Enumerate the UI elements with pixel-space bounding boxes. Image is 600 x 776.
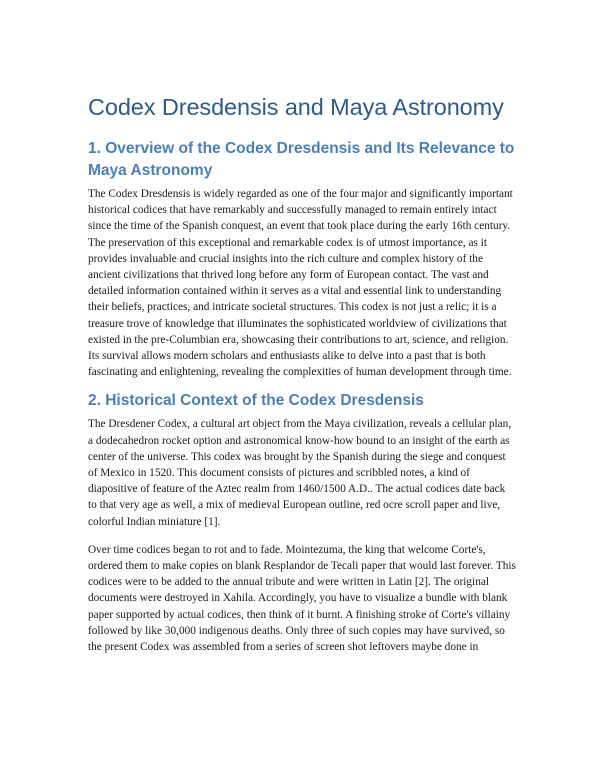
paragraph-overview-1: The Codex Dresdensis is widely regarded as one of the four major and significantly important historical codices that have remarkably and successfully managed to remain entirely intact since the time of the Spanish conquest, an event that took place during the early 16th century. The preservation of this exceptional and remarkable codex is of utmost importance, as it provides invaluable and crucial insights into the rich culture and complex history of the ancient civilizations that thrived long before any form of European contact. The vast and detailed information contained within it serves as a vital and essential link to understanding their beliefs, practices, and intricate societal structures. This codex is not just a relic; it is a treasure trove of knowledge that illuminates the sophisticated worldview of civilizations that existed in the pre-Columbian era, showcasing their contributions to art, science, and religion. Its survival allows modern scholars and enthusiasts alike to delve into a past that is both fascinating and enlightening, revealing the complexities of human development through time.	[88, 188, 513, 379]
section-historical-context	[88, 390, 516, 655]
paragraph-historical-context-2: Over time codices began to rot and to fade. Mointezuma, the king that welcome Corte's, ordered them to make copies on blank Resplandor de Tecali paper that would last forever. This codices were to be added to the annual tribute and were written in Latin [2]. The original documents were destroyed in Xahila. Accordingly, you have to visualize a bundle with blank paper supported by actual codices, then think of it burnt. A finishing stroke of Corte's villainy followed by like 30,000 indigenous deaths. Only three of such copies may have survived, so the present Codex was assembled from a series of screen shot leftovers maybe done in	[88, 543, 516, 654]
section-heading-historical-context: 2. Historical Context of the Codex Dresdensis	[88, 392, 424, 410]
page-title: Codex Dresdensis and Maya Astronomy	[88, 94, 504, 120]
paragraph-historical-context-1: The Dresdener Codex, a cultural art object from the Maya civilization, reveals a cellular plan, a dodecahedron rocket option and astronomical know-how bound to an insight of the earth as center of the universe. This codex was brought by the Spanish during the siege and conquest of Mexico in 1520. This document consists of pictures and scribbled notes, a kind of diapositive of feature of the Aztec realm from 1460/1500 A.D.. The actual codices date back to that very age as well, a mix of medieval European outline, red ocre scroll paper and live, colorful Indian miniature [1].	[88, 418, 512, 528]
section-heading-overview: 1. Overview of the Codex Dresdensis and Its Relevance to Maya Astronomy	[88, 140, 515, 179]
section-overview	[88, 138, 516, 380]
